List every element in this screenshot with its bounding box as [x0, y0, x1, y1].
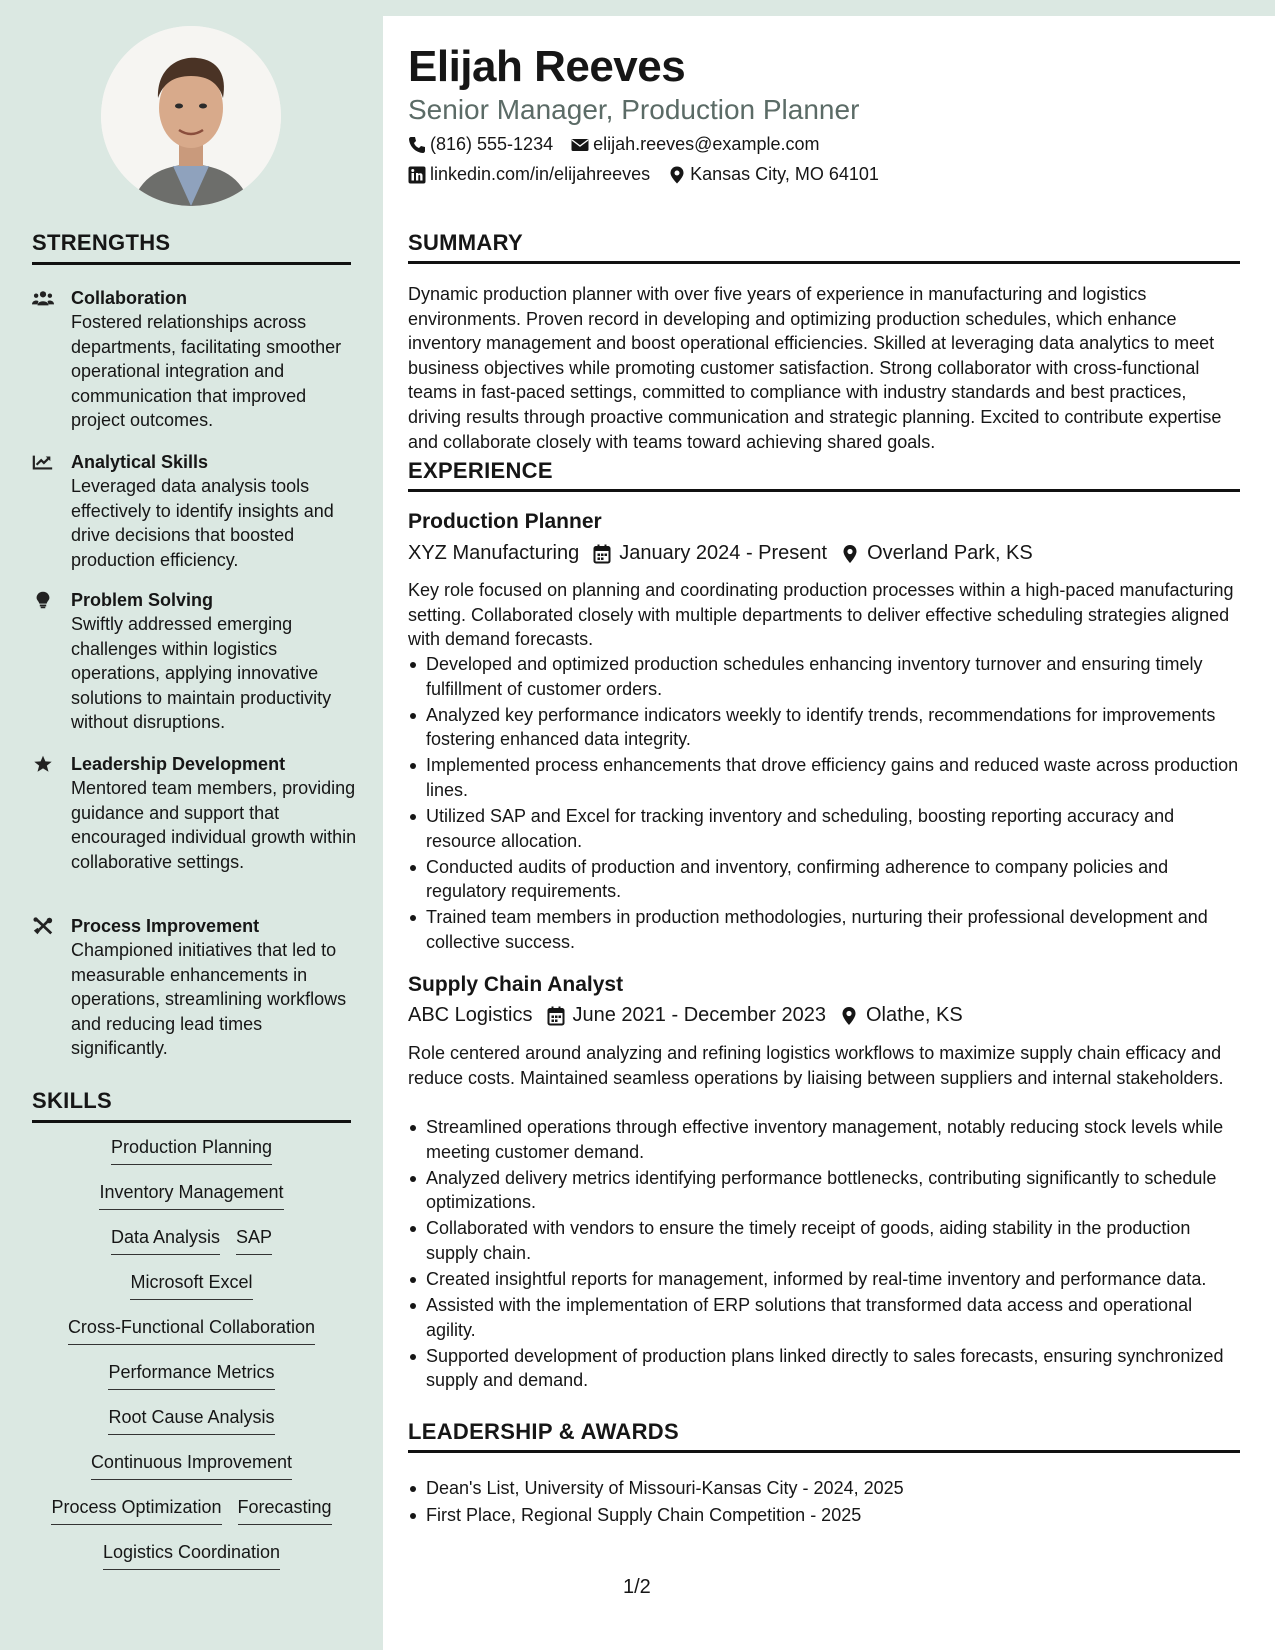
- job-description: Role centered around analyzing and refining logistics workflows to maximize supply chain efficacy and reduce costs. Maintained seamless operations by liaising between suppliers and internal stakeholders.: [408, 1043, 1224, 1088]
- job-dates: January 2024 - Present: [619, 542, 828, 564]
- strength-description: Fostered relationships across departments, facilitating smoother operational integration and communication that improved project outcomes.: [71, 312, 342, 431]
- job-description: Key role focused on planning and coordinating production processes within a high-paced manufacturing setting. Collaborated closely with multiple departments to deliver effective scheduling strategies aligned with demand forecasts.: [408, 580, 1234, 650]
- summary-text: Dynamic production planner with over five years of experience in manufacturing and logistics environments. Proven record in developing and optimizing production schedules, which enhance inventory management and boost operational efficiencies. Skilled at leveraging data analytics to meet business objectives while promoting customer satisfaction. Strong collaborator with cross-functional teams in fast-paced settings, committed to compliance with industry standards and best practices, driving results through proactive communication and strategic planning. Excited to contribute expertise and collaborate closely with teams toward achieving shared goals.: [408, 284, 1222, 452]
- experience-heading: EXPERIENCE: [408, 458, 1240, 492]
- job-bullets: [408, 652, 1240, 955]
- job-title: Supply Chain Analyst: [408, 973, 624, 996]
- strength-title: Leadership Development: [71, 754, 286, 774]
- bullet-item: Analyzed key performance indicators weekly to identify trends, recommendations for improvements fostering enhanced data integrity.: [408, 703, 1240, 752]
- skill-tag: Cross-Functional Collaboration: [68, 1315, 315, 1345]
- bullet-item: Implemented process enhancements that drove efficiency gains and reduced waste across production lines.: [408, 753, 1240, 802]
- skill-tag: Logistics Coordination: [103, 1540, 280, 1570]
- strength-description: Championed initiatives that led to measurable enhancements in operations, streamlining workflows and reducing lead times significantly.: [71, 940, 347, 1059]
- bullet-item: Supported development of production plans linked directly to sales forecasts, ensuring synchronized supply and demand.: [408, 1344, 1240, 1393]
- email-link[interactable]: elijah.reeves@example.com: [593, 134, 820, 154]
- map-marker-icon: [668, 166, 686, 184]
- star-icon: [32, 755, 56, 773]
- job-dates: June 2021 - December 2023: [572, 1004, 826, 1026]
- job-meta: [408, 542, 1033, 565]
- bullet-item: Conducted audits of production and inventory, confirming adherence to company policies and regulatory requirements.: [408, 855, 1240, 904]
- skill-tag: SAP: [236, 1225, 272, 1255]
- bullet-item: Analyzed delivery metrics identifying performance bottlenecks, contributing significantly to schedule optimizations.: [408, 1166, 1240, 1215]
- bullet-item: Assisted with the implementation of ERP solutions that transformed data access and operational agility.: [408, 1293, 1240, 1342]
- strength-item: [32, 450, 362, 572]
- job-meta: [408, 1004, 963, 1027]
- bullet-item: Trained team members in production methodologies, nurturing their professional development and collective success.: [408, 905, 1240, 954]
- lightbulb-icon: [32, 591, 56, 609]
- strength-description: Swiftly addressed emerging challenges within logistics operations, applying innovative solutions to maintain productivity without disruptions.: [71, 614, 332, 733]
- award-item: Dean's List, University of Missouri-Kansas City - 2024, 2025: [408, 1476, 1240, 1501]
- sidebar: [0, 0, 383, 1650]
- contact-row: [408, 134, 837, 155]
- calendar-icon: [593, 544, 611, 564]
- strength-title: Collaboration: [71, 288, 187, 308]
- job-title: Production Planner: [408, 510, 602, 533]
- candidate-name: Elijah Reeves: [408, 42, 686, 91]
- job-location: Overland Park, KS: [867, 542, 1033, 564]
- skills-heading: SKILLS: [32, 1088, 351, 1123]
- candidate-title: Senior Manager, Production Planner: [408, 94, 860, 125]
- strength-item: [32, 286, 362, 433]
- bullet-item: Created insightful reports for management, informed by real-time inventory and performance data.: [408, 1267, 1240, 1292]
- summary-heading: SUMMARY: [408, 230, 1240, 264]
- strength-item: [32, 914, 362, 1061]
- strength-title: Analytical Skills: [71, 452, 209, 472]
- skill-tag: Inventory Management: [99, 1180, 283, 1210]
- strength-item: [32, 752, 362, 874]
- contact-row: [408, 164, 897, 185]
- skill-tag: Forecasting: [238, 1495, 332, 1525]
- skill-tag: Root Cause Analysis: [108, 1405, 274, 1435]
- skill-tag: Performance Metrics: [108, 1360, 274, 1390]
- location-text: Kansas City, MO 64101: [690, 164, 879, 184]
- map-marker-icon: [840, 1006, 858, 1026]
- main-content: [383, 16, 1275, 1650]
- bullet-item: Collaborated with vendors to ensure the timely receipt of goods, aiding stability in the production supply chain.: [408, 1216, 1240, 1265]
- skill-tag: Data Analysis: [111, 1225, 220, 1255]
- strength-title: Process Improvement: [71, 916, 260, 936]
- awards-list: [408, 1476, 1240, 1527]
- envelope-icon: [571, 136, 589, 154]
- map-marker-icon: [841, 544, 859, 564]
- profile-photo: [101, 26, 281, 206]
- phone-icon: [408, 136, 426, 154]
- company-name: XYZ Manufacturing: [408, 542, 580, 564]
- job-location: Olathe, KS: [866, 1004, 963, 1026]
- company-name: ABC Logistics: [408, 1004, 533, 1026]
- strength-title: Problem Solving: [71, 590, 214, 610]
- linkedin-icon: [408, 166, 426, 184]
- strength-description: Mentored team members, providing guidance and support that encouraged individual growth within collaborative settings.: [71, 778, 357, 872]
- skill-tag: Continuous Improvement: [91, 1450, 292, 1480]
- skill-tag: Microsoft Excel: [130, 1270, 252, 1300]
- awards-heading: LEADERSHIP & AWARDS: [408, 1419, 1240, 1453]
- chart-line-icon: [32, 453, 56, 471]
- bullet-item: Streamlined operations through effective inventory management, notably reducing stock levels while meeting customer demand.: [408, 1115, 1240, 1164]
- strengths-heading: STRENGTHS: [32, 230, 351, 265]
- strength-item: [32, 588, 362, 735]
- users-icon: [32, 289, 56, 307]
- skill-tag: Process Optimization: [51, 1495, 221, 1525]
- award-item: First Place, Regional Supply Chain Competition - 2025: [408, 1503, 1240, 1528]
- job-bullets: [408, 1115, 1240, 1393]
- strength-description: Leveraged data analysis tools effectively to identify insights and drive decisions that boosted production efficiency.: [71, 476, 334, 570]
- skill-tag: Production Planning: [111, 1135, 272, 1165]
- page-number: 1/2: [623, 1576, 651, 1598]
- phone-number[interactable]: (816) 555-1234: [430, 134, 554, 154]
- tools-icon: [32, 917, 56, 935]
- bullet-item: Utilized SAP and Excel for tracking inventory and scheduling, boosting reporting accuracy and resource allocation.: [408, 804, 1240, 853]
- bullet-item: Developed and optimized production schedules enhancing inventory turnover and ensuring timely fulfillment of customer orders.: [408, 652, 1240, 701]
- linkedin-link[interactable]: linkedin.com/in/elijahreeves: [430, 164, 651, 184]
- calendar-icon: [547, 1006, 565, 1026]
